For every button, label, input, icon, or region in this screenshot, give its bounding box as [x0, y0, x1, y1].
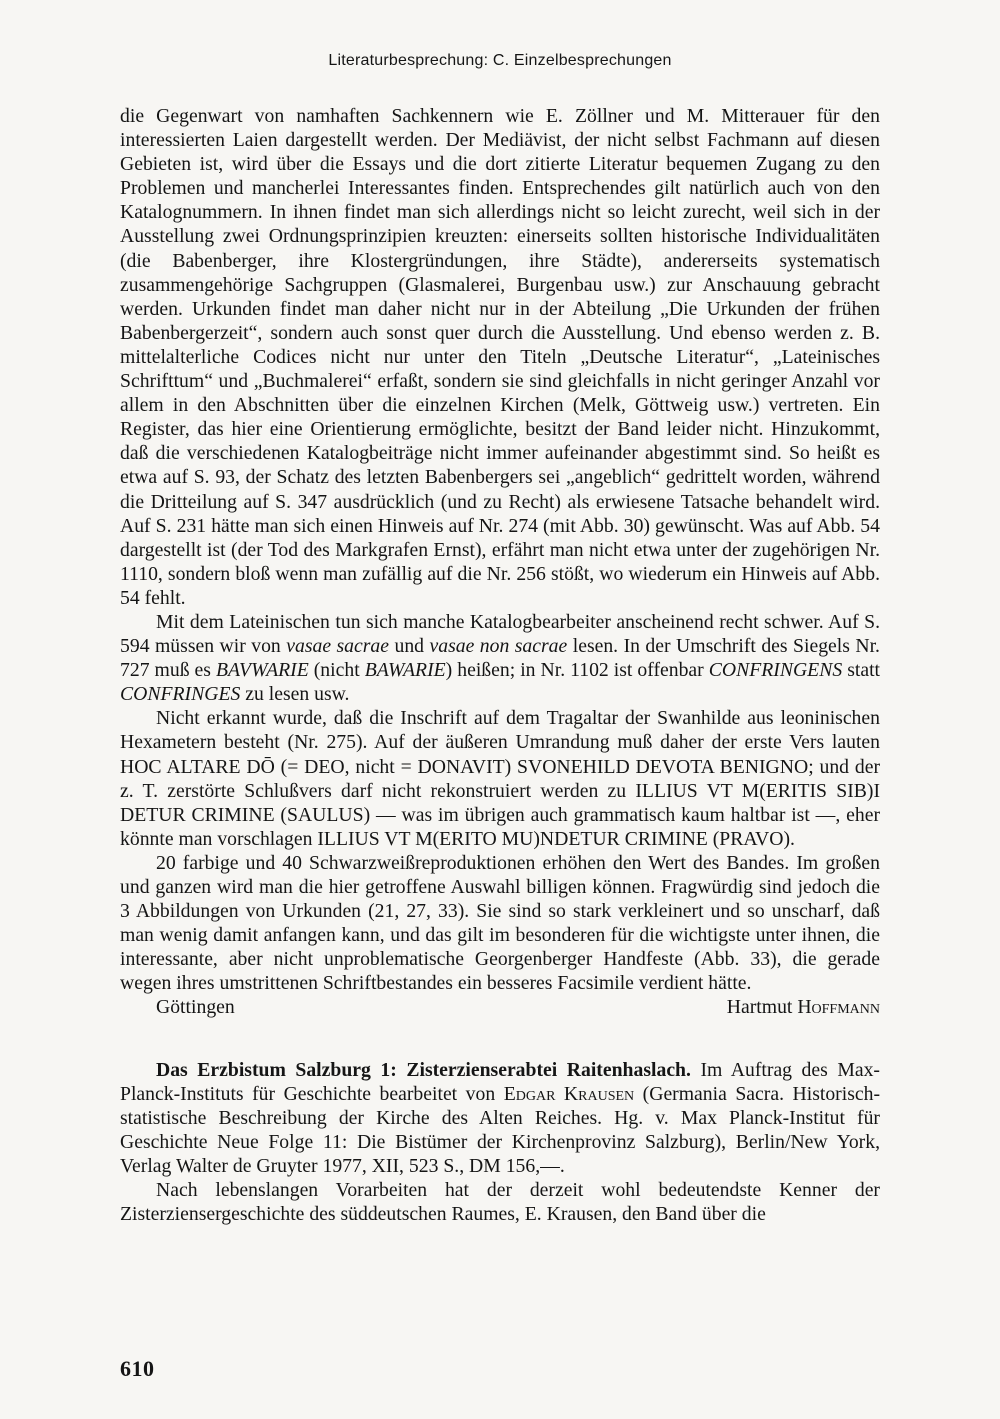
text-run: (Germania Sacra. Historisch-statistische Beschreibung der Kirche des Alten Reiches. Hg. v. Max Planck-Institut für Geschichte Neue Folge 11: Die Bistümer der Kirchenprovinz Salzburg), Berlin/New York, Verlag Walter de Gruyter 1977, XII, 523 S., DM 156,—.: [120, 1082, 880, 1177]
review1-paragraph-1: die Gegenwart von namhaften Sachkennern wie E. Zöllner und M. Mitterauer für den interessierten Laien dargestellt werden. Der Mediävist, der nicht selbst Fachmann auf diesen Gebieten ist, wird über die Essays und die dort zitierte Literatur bequemen Zugang zu den Problemen und mancherlei Interessantes finden. Entsprechendes gilt natürlich auch von den Katalognummern. In ihnen findet man sich allerdings nicht so leicht zurecht, weil sich in der Ausstellung zwei Ordnungsprinzipien kreuzten: einerseits sollten historische Individualitäten (die Babenberger, ihre Klostergründungen, ihre Städte), andererseits systematisch zusammengehörige Sachgruppen (Glasmalerei, Burgenbau usw.) zur Anschauung gebracht werden. Urkunden findet man daher nicht nur in der Abteilung „Die Urkunden der frühen Babenbergerzeit“, sondern auch sonst quer durch die Ausstellung. Und ebenso werden z. B. mittelalterliche Codices nicht nur unter den Titeln „Deutsche Literatur“, „Lateinisches Schrifttum“ und „Buchmalerei“ erfaßt, sondern sie sind gleichfalls in nicht geringer Anzahl vor allem in den Abschnitten über die einzelnen Kirchen (Melk, Göttweig usw.) vertreten. Ein Register, das hier eine Orientierung ermöglichte, besitzt der Band leider nicht. Hinzukommt, daß die verschiedenen Katalogbeiträge nicht immer aufeinander abgestimmt sind. So heißt es etwa auf S. 93, der Schatz des letzten Babenbergers sei „angeblich“ gedrittelt worden, während die Dritteilung auf S. 347 ausdrücklich (und zu Recht) als erwiesene Tatsache behandelt wird. Auf S. 231 hätte man sich einen Hinweis auf Nr. 274 (mit Abb. 30) gewünscht. Was auf Abb. 54 dargestellt ist (der Tod des Markgrafen Ernst), erfährt man nicht etwa unter der zugehörigen Nr. 1110, sondern bloß wenn man zufällig auf die Nr. 256 stößt, wo wiederum ein Hinweis auf Abb. 54 fehlt.: [120, 105, 880, 609]
text-column: [120, 104, 880, 1226]
page-number: 610: [120, 1356, 155, 1381]
review2-bibliography: [120, 1058, 880, 1178]
italic-term: BAVWARIE: [215, 659, 309, 682]
reviewer-last-name: Hoffmann: [797, 996, 880, 1019]
review2-paragraph-1: Nach lebenslangen Vorarbeiten hat der derzeit wohl bedeutendste Kenner der Zisterziensergeschichte des süddeutschen Raumes, E. Krausen, den Band über die: [120, 1179, 880, 1226]
italic-term: CONFRINGENS: [708, 659, 843, 682]
text-run: Mit dem Lateinischen tun sich manche Katalogbearbeiter anscheinend recht schwer. Auf S. 594 müssen wir von: [120, 610, 880, 658]
text-run: statt: [842, 659, 881, 682]
review2-title: Das Erzbistum Salzburg 1: Zisterzienserabtei Raitenhaslach.: [156, 1058, 691, 1081]
review1-paragraph-4: 20 farbige und 40 Schwarzweißreproduktionen erhöhen den Wert des Bandes. Im großen und ganzen wird man die hier getroffene Auswahl billigen können. Fragwürdig sind jedoch die 3 Abbildungen von Urkunden (21, 27, 33). Sie sind so stark verkleinert und so unscharf, daß man wenig damit anfangen kann, und das gilt im besonderen für die wichtigste unter ihnen, die interessante, aber nicht unproblematische Georgenberger Handfeste (Abb. 33), die gerade wegen ihres umstrittenen Schriftbestandes ein besseres Facsimile verdient hätte.: [120, 851, 880, 995]
review2-author: Edgar Krausen: [503, 1082, 635, 1105]
text-run: (nicht: [308, 659, 365, 682]
text-run: ) heißen; in Nr. 1102 ist offenbar: [445, 659, 709, 682]
reviewer-name: [727, 995, 880, 1019]
reviewer-first-name: Hartmut: [726, 996, 793, 1019]
text-run: zu lesen usw.: [240, 683, 350, 706]
italic-term: vasae sacrae: [286, 635, 390, 658]
text-run: Im Auftrag des Max-Planck-Instituts für Geschichte bearbeitet von: [120, 1058, 880, 1105]
review-place: Göttingen: [156, 996, 235, 1019]
italic-term: CONFRINGES: [120, 683, 241, 706]
italic-term: BAWARIE: [364, 659, 446, 682]
running-head: Literaturbesprechung: C. Einzelbesprechungen: [328, 52, 672, 69]
text-run: lesen. In der Umschrift des Siegels Nr. 727 muß es: [120, 635, 880, 682]
section-gap: [120, 1020, 880, 1058]
italic-term: vasae non sacrae: [429, 635, 568, 658]
review1-paragraph-2: [120, 610, 880, 706]
review1-paragraph-3: Nicht erkannt wurde, daß die Inschrift auf dem Tragaltar der Swanhilde aus leoninischen Hexametern besteht (Nr. 275). Auf der äußeren Umrandung muß daher der erste Vers lauten HOC ALTARE DŌ (= DEO, nicht = DONAVIT) SVONEHILD DEVOTA BENIGNO; und der z. T. zerstörte Schlußvers darf nicht rekonstruiert werden zu ILLIUS VT M(ERITIS SIB)I DETUR CRIMINE (SAULUS) — was im übrigen auch grammatisch kaum haltbar ist —, eher könnte man vorschlagen ILLIUS VT M(ERITO MU)NDETUR CRIMINE (PRAVO).: [120, 707, 880, 850]
review1-signature: [120, 995, 880, 1019]
text-run: und: [389, 635, 430, 658]
